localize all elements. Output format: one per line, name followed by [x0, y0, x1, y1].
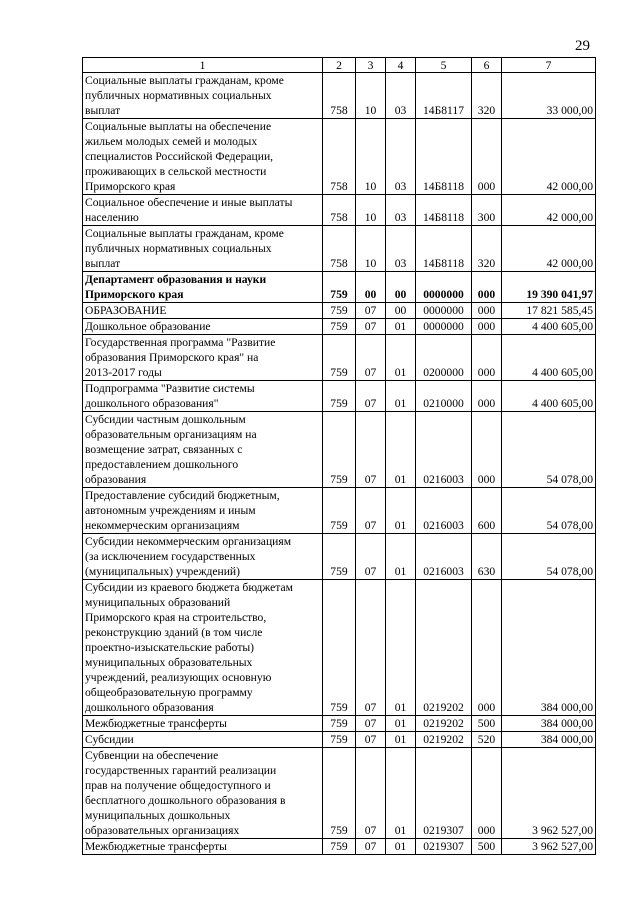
amount-cell: 17 821 585,45: [502, 303, 596, 319]
expense-type-cell: 500: [472, 716, 502, 732]
target-item-cell: 14Б8117: [416, 73, 472, 119]
name-line: муниципальных образований: [85, 596, 231, 609]
amount-cell: 42 000,00: [502, 119, 596, 195]
section-code-cell: 07: [356, 335, 386, 381]
section-code-cell: 07: [356, 732, 386, 748]
column-header: 4: [386, 58, 416, 73]
name-line: муниципальных дошкольных: [85, 809, 231, 822]
name-line: некоммерческим организациям: [85, 519, 240, 532]
name-line: проектно-изыскательские работы): [85, 641, 255, 654]
section-code-cell: 10: [356, 226, 386, 272]
name-line: (за исключением государственных: [85, 550, 256, 563]
department-code-cell: 759: [323, 412, 356, 488]
amount-cell: 42 000,00: [502, 226, 596, 272]
target-item-cell: 14Б8118: [416, 226, 472, 272]
department-code-cell: 758: [323, 119, 356, 195]
name-line: Межбюджетные трансферты: [85, 840, 227, 853]
subsection-code-cell: 01: [386, 381, 416, 412]
expense-type-cell: 000: [472, 303, 502, 319]
target-item-cell: 0219202: [416, 580, 472, 716]
section-code-cell: 07: [356, 716, 386, 732]
table-row: [83, 412, 596, 488]
target-item-cell: 0219202: [416, 716, 472, 732]
name-line: Социальные выплаты гражданам, кроме: [85, 74, 284, 87]
department-code-cell: 759: [323, 381, 356, 412]
target-item-cell: 0219307: [416, 839, 472, 855]
name-line: образования Приморского края" на: [85, 351, 259, 364]
target-item-cell: 0200000: [416, 335, 472, 381]
name-line: Приморского края: [85, 180, 176, 193]
expense-type-cell: 000: [472, 412, 502, 488]
subsection-code-cell: 01: [386, 732, 416, 748]
subsection-code-cell: 01: [386, 839, 416, 855]
target-item-cell: 0216003: [416, 412, 472, 488]
name-line: образования: [85, 473, 147, 486]
expense-type-cell: 000: [472, 272, 502, 303]
target-item-cell: 0219202: [416, 732, 472, 748]
name-line: автономным учреждениям и иным: [85, 504, 256, 517]
name-line: общеобразовательную программу: [85, 686, 253, 699]
name-cell: [83, 303, 323, 319]
expense-type-cell: 000: [472, 580, 502, 716]
name-line: Межбюджетные трансферты: [85, 717, 227, 730]
target-item-cell: 0000000: [416, 319, 472, 335]
amount-cell: 4 400 605,00: [502, 335, 596, 381]
table-row: [83, 335, 596, 381]
expense-type-cell: 000: [472, 335, 502, 381]
expense-type-cell: 000: [472, 381, 502, 412]
name-line: Субсидии некоммерческим организациям: [85, 535, 292, 548]
name-line: ОБРАЗОВАНИЕ: [85, 304, 167, 317]
department-code-cell: 759: [323, 335, 356, 381]
amount-cell: 3 962 527,00: [502, 748, 596, 839]
department-code-cell: 759: [323, 716, 356, 732]
expense-type-cell: 520: [472, 732, 502, 748]
subsection-code-cell: 01: [386, 488, 416, 534]
table-row: [83, 119, 596, 195]
section-code-cell: 07: [356, 319, 386, 335]
target-item-cell: 14Б8118: [416, 195, 472, 226]
name-line: публичных нормативных социальных: [85, 89, 272, 102]
section-code-cell: 07: [356, 580, 386, 716]
expense-type-cell: 320: [472, 73, 502, 119]
name-cell: [83, 195, 323, 226]
name-line: предоставлением дошкольного: [85, 458, 239, 471]
name-line: бесплатного дошкольного образования в: [85, 794, 286, 807]
name-cell: [83, 272, 323, 303]
amount-cell: 19 390 041,97: [502, 272, 596, 303]
table-row: [83, 716, 596, 732]
name-line: Приморского края на строительство,: [85, 611, 267, 624]
subsection-code-cell: 03: [386, 226, 416, 272]
name-cell: [83, 226, 323, 272]
subsection-code-cell: 01: [386, 580, 416, 716]
subsection-code-cell: 01: [386, 412, 416, 488]
name-line: Приморского края: [85, 288, 184, 301]
column-header: 2: [323, 58, 356, 73]
department-code-cell: 759: [323, 748, 356, 839]
name-line: Социальное обеспечение и иные выплаты: [85, 196, 293, 209]
expense-type-cell: 000: [472, 748, 502, 839]
amount-cell: 54 078,00: [502, 534, 596, 580]
name-line: Субсидии: [85, 733, 134, 746]
target-item-cell: 0000000: [416, 272, 472, 303]
name-line: Подпрограмма "Развитие системы: [85, 382, 255, 395]
section-code-cell: 07: [356, 381, 386, 412]
column-header: 6: [472, 58, 502, 73]
amount-cell: 384 000,00: [502, 580, 596, 716]
amount-cell: 54 078,00: [502, 488, 596, 534]
department-code-cell: 759: [323, 303, 356, 319]
name-cell: [83, 73, 323, 119]
expense-type-cell: 600: [472, 488, 502, 534]
name-line: проживающих в сельской местности: [85, 165, 267, 178]
department-code-cell: 758: [323, 226, 356, 272]
subsection-code-cell: 03: [386, 195, 416, 226]
amount-cell: 4 400 605,00: [502, 319, 596, 335]
target-item-cell: 0210000: [416, 381, 472, 412]
amount-cell: 4 400 605,00: [502, 381, 596, 412]
amount-cell: 42 000,00: [502, 195, 596, 226]
column-header: 3: [356, 58, 386, 73]
expense-type-cell: 000: [472, 119, 502, 195]
name-line: выплат: [85, 104, 121, 117]
subsection-code-cell: 00: [386, 272, 416, 303]
amount-cell: 384 000,00: [502, 732, 596, 748]
department-code-cell: 759: [323, 839, 356, 855]
table-row: [83, 226, 596, 272]
name-line: Предоставление субсидий бюджетным,: [85, 489, 280, 502]
section-code-cell: 00: [356, 272, 386, 303]
amount-cell: 3 962 527,00: [502, 839, 596, 855]
page-number: 29: [575, 38, 590, 54]
name-line: дошкольного образования: [85, 701, 214, 714]
name-cell: [83, 381, 323, 412]
name-line: специалистов Российской Федерации,: [85, 150, 274, 163]
department-code-cell: 758: [323, 195, 356, 226]
name-line: населению: [85, 211, 139, 224]
name-line: муниципальных образовательных: [85, 656, 253, 669]
section-code-cell: 10: [356, 195, 386, 226]
target-item-cell: 0216003: [416, 534, 472, 580]
name-line: образовательных организациях: [85, 824, 240, 837]
table-row: [83, 195, 596, 226]
department-code-cell: 759: [323, 580, 356, 716]
column-header: 1: [83, 58, 323, 73]
name-line: прав на получение общедоступного и: [85, 779, 271, 792]
name-cell: [83, 488, 323, 534]
name-line: Дошкольное образование: [85, 320, 211, 333]
subsection-code-cell: 00: [386, 303, 416, 319]
department-code-cell: 759: [323, 534, 356, 580]
subsection-code-cell: 01: [386, 748, 416, 839]
expense-type-cell: 000: [472, 319, 502, 335]
table-row: [83, 534, 596, 580]
name-line: публичных нормативных социальных: [85, 242, 272, 255]
expense-type-cell: 500: [472, 839, 502, 855]
section-code-cell: 07: [356, 839, 386, 855]
name-line: Субвенции на обеспечение: [85, 749, 219, 762]
name-line: учреждений, реализующих основную: [85, 671, 272, 684]
subsection-code-cell: 01: [386, 534, 416, 580]
name-cell: [83, 732, 323, 748]
section-code-cell: 07: [356, 488, 386, 534]
name-line: возмещение затрат, связанных с: [85, 443, 243, 456]
table-row: [83, 73, 596, 119]
department-code-cell: 758: [323, 73, 356, 119]
expense-type-cell: 320: [472, 226, 502, 272]
name-cell: [83, 335, 323, 381]
target-item-cell: 0000000: [416, 303, 472, 319]
budget-table: [82, 57, 596, 855]
table-row: [83, 488, 596, 534]
name-line: Социальные выплаты на обеспечение: [85, 120, 272, 133]
section-code-cell: 07: [356, 534, 386, 580]
name-line: жильем молодых семей и молодых: [85, 135, 258, 148]
table-row: [83, 319, 596, 335]
name-line: Государственная программа "Развитие: [85, 336, 276, 349]
subsection-code-cell: 03: [386, 73, 416, 119]
target-item-cell: 0216003: [416, 488, 472, 534]
department-code-cell: 759: [323, 319, 356, 335]
section-code-cell: 07: [356, 748, 386, 839]
expense-type-cell: 300: [472, 195, 502, 226]
amount-cell: 384 000,00: [502, 716, 596, 732]
subsection-code-cell: 01: [386, 716, 416, 732]
target-item-cell: 0219307: [416, 748, 472, 839]
section-code-cell: 07: [356, 412, 386, 488]
section-code-cell: 10: [356, 119, 386, 195]
column-header: 5: [416, 58, 472, 73]
name-line: Департамент образования и науки: [85, 273, 267, 286]
subsection-code-cell: 01: [386, 335, 416, 381]
budget-table-body: [83, 58, 596, 855]
expense-type-cell: 630: [472, 534, 502, 580]
name-line: государственных гарантий реализации: [85, 764, 277, 777]
name-cell: [83, 716, 323, 732]
column-header: 7: [502, 58, 596, 73]
section-code-cell: 07: [356, 303, 386, 319]
name-line: (муниципальных) учреждений): [85, 565, 240, 578]
name-cell: [83, 119, 323, 195]
amount-cell: 54 078,00: [502, 412, 596, 488]
table-row: [83, 580, 596, 716]
subsection-code-cell: 01: [386, 319, 416, 335]
name-cell: [83, 319, 323, 335]
name-cell: [83, 580, 323, 716]
name-line: Субсидии частным дошкольным: [85, 413, 246, 426]
section-code-cell: 10: [356, 73, 386, 119]
name-line: Социальные выплаты гражданам, кроме: [85, 227, 284, 240]
table-row: [83, 303, 596, 319]
name-line: реконструкцию зданий (в том числе: [85, 626, 263, 639]
amount-cell: 33 000,00: [502, 73, 596, 119]
department-code-cell: 759: [323, 488, 356, 534]
name-line: образовательным организациям на: [85, 428, 257, 441]
name-line: 2013-2017 годы: [85, 366, 162, 379]
name-cell: [83, 748, 323, 839]
table-row: [83, 381, 596, 412]
table-row: [83, 732, 596, 748]
name-cell: [83, 839, 323, 855]
name-cell: [83, 412, 323, 488]
department-code-cell: 759: [323, 272, 356, 303]
name-line: выплат: [85, 257, 121, 270]
subsection-code-cell: 03: [386, 119, 416, 195]
name-line: Субсидии из краевого бюджета бюджетам: [85, 581, 293, 594]
target-item-cell: 14Б8118: [416, 119, 472, 195]
name-line: дошкольного образования": [85, 397, 219, 410]
table-row: [83, 272, 596, 303]
name-cell: [83, 534, 323, 580]
table-header-row: [83, 58, 596, 73]
table-row: [83, 839, 596, 855]
department-code-cell: 759: [323, 732, 356, 748]
table-row: [83, 748, 596, 839]
